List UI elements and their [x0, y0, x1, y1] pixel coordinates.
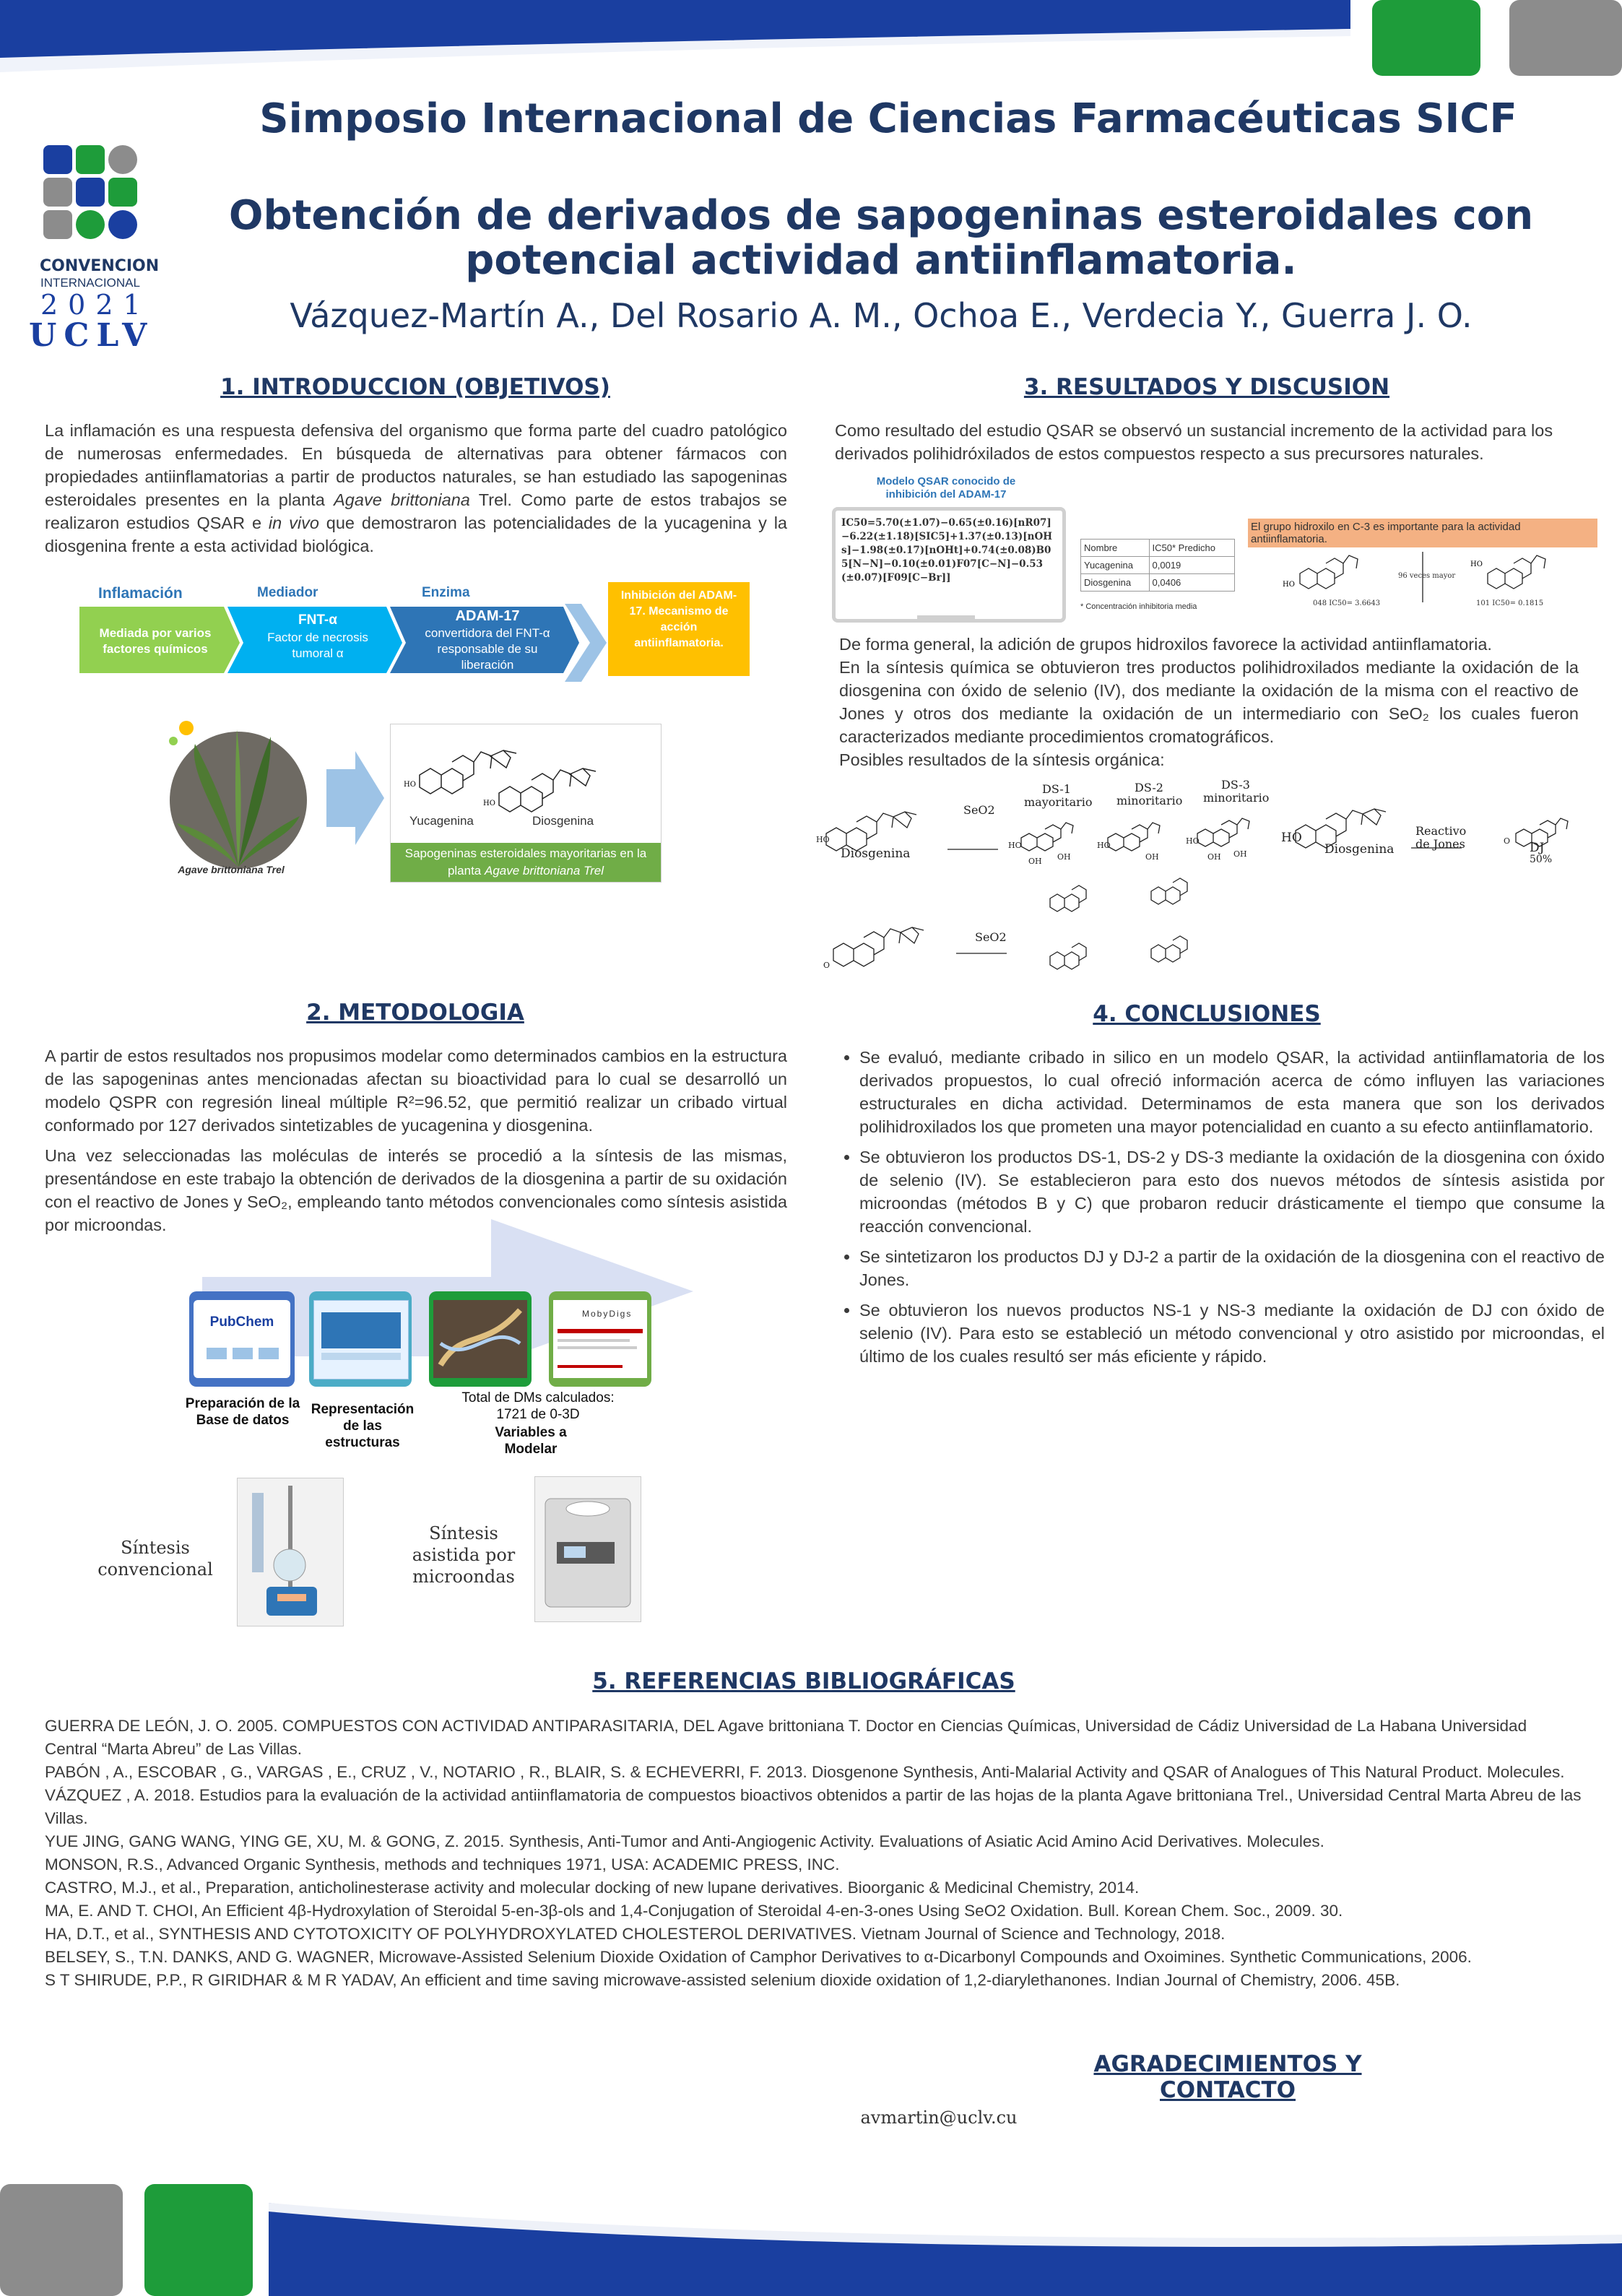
logo-mark: [29, 142, 159, 257]
intro-title: 1. INTRODUCCION (OBJETIVOS): [220, 374, 610, 400]
ho-label: HO: [404, 781, 416, 789]
results-title: 3. RESULTADOS Y DISCUSION: [1023, 374, 1390, 400]
pubchem-logo: PubChem: [209, 1314, 274, 1330]
reference-item: VÁZQUEZ , A. 2018. Estudios para la evaluación de la actividad antiinflamatoria de compuestos bioactivos obtenidos a partir de las hojas de la planta Agave brittoniana Trel., Universidad Central Marta Abreu de las Villas.: [45, 1786, 1582, 1827]
method-paragraph-1: A partir de estos resultados nos propusimos modelar como determinados cambios en la estructura de las sapogeninas antes mencionadas afectan su bioactividad para lo cual se desarrolló un modelo QSPR con regresión lineal múltiple R²=96.52, que permitió realizar un cribado virtual conformado por 127 derivados sintetizables de yucagenina y diosgenina.: [45, 1047, 787, 1135]
chemdraw-thumbnail: [309, 1291, 412, 1387]
scheme-dj-yield: 50%: [1530, 854, 1553, 865]
oh-label: OH: [1207, 852, 1221, 862]
lab-apparatus-icon: [238, 1478, 343, 1626]
structure-label-yucagenina: Yucagenina: [409, 814, 474, 828]
flow-box-factors: Mediada por varios factores químicos: [99, 626, 212, 656]
ic50-value-a: 048 IC50= 3.6643: [1313, 599, 1381, 607]
conclusion-item: • Se obtuvieron los productos DS-1, DS-2 y DS-3 mediante la oxidación de la diosgenina con óxido de selenio (IV). Se establecieron para esto dos nuevos métodos de síntesis asistida por microondas (métodos B y C) que probaron reducir drásticamente el tiempo que consume la reacción convencional.: [859, 1145, 1605, 1238]
conclusion-item: • Se obtuvieron los nuevos productos NS-1 y NS-3 mediante la oxidación de DJ con óxido de selenio (IV). Para esto se estableció un método convencional y otro asistido por microondas, el último de los cuales resultó ser más eficiente y rápido.: [859, 1299, 1605, 1368]
table-row: Yucagenina 0,0019: [1081, 557, 1235, 574]
oh-label: OH: [1145, 852, 1159, 862]
scheme-ds2: DS-2 minoritario: [1116, 781, 1183, 807]
logo-org: UCLV: [29, 317, 155, 354]
plant-to-structure-arrow: [326, 751, 384, 845]
results-paragraph-3: En la síntesis química se obtuvieron tres productos polihidroxilados mediante la oxidación de la diosgenina con óxido de selenio (IV), dos mediante la oxidación de la misma con el reactivo de Jones y otros dos mediante la oxidación de un intermediario con SeO₂ los cuales fueron caracterizados mediante procedimientos cromatográficos.: [839, 658, 1579, 746]
ho-label: HO: [1470, 560, 1483, 568]
structure-caption: Sapogeninas esteroidales mayoritarias en la planta Agave brittoniana Trel: [391, 843, 661, 882]
qsar-monitor: [832, 507, 1066, 623]
scheme-ds3: DS-3 minoritario: [1203, 778, 1270, 805]
flow-header-enzyme: Enzima: [422, 585, 470, 600]
conclusion-item: • Se evaluó, mediante cribado in silico en un modelo QSAR, la actividad antiinflamatoria de los derivados propuestos, lo cual ofreció información acerca de cómo influyen las variaciones estructurales en dicha actividad. Determinamos de esta manera que son los derivados polihidroxilados los que prometen una mayor potencialidad en cuanto a su efecto antiinflamatorio.: [859, 1046, 1605, 1138]
table-row: Diosgenina 0,0406: [1081, 574, 1235, 592]
references-title: 5. REFERENCIAS BIBLIOGRÁFICAS: [592, 1668, 1015, 1694]
agave-plant-image: [144, 715, 318, 888]
scheme-seo2-top: SeO2: [963, 803, 995, 817]
scheme-ho-right: HO: [1281, 831, 1302, 845]
paper-title-line1: Obtención de derivados de sapogeninas esteroidales con: [228, 192, 1534, 239]
ho-label: HO: [816, 835, 830, 844]
conclusions-title: 4. CONCLUSIONES: [1093, 1001, 1321, 1027]
molecule-render-icon: [433, 1300, 527, 1378]
convention-logo: [29, 142, 160, 354]
oh-label: OH: [1057, 852, 1071, 862]
table-header-row: [1081, 540, 1235, 557]
qsar-model-title: Modelo QSAR conocido de inhibición del ADAM-17: [876, 475, 1016, 501]
logo-line1: CONVENCION: [40, 257, 160, 275]
caption-variables: Variables a Modelar: [495, 1425, 567, 1457]
flow-box-inhibition: Inhibición del ADAM-17. Mecanismo de acción antiinflamatoria.: [620, 589, 737, 649]
ic50-value-b: 101 IC50= 0.1815: [1476, 599, 1544, 607]
synthesis-microwave-label: Síntesis asistida por microondas: [412, 1523, 516, 1587]
oh-label: OH: [1233, 849, 1247, 859]
flow-header-inflammation: Inflamación: [98, 585, 183, 602]
fold-increase-label: 96 veces mayor: [1398, 572, 1456, 580]
table-header: Nombre: [1081, 540, 1150, 557]
flow-box-adam-title: ADAM-17: [455, 608, 520, 624]
event-title: Simposio Internacional de Ciencias Farmacéuticas SICF: [259, 95, 1517, 142]
flow-box-adam-text: convertidora del FNT-α responsable de su liberación: [425, 626, 550, 672]
reference-item: CASTRO, M.J., et al., Preparation, anticholinesterase activity and molecular docking of new lupane derivatives. Bioorganic & Medicinal Chemistry, 2014.: [45, 1879, 1140, 1897]
sapogenin-structures-panel: [390, 724, 662, 883]
intro-paragraph: La inflamación es una respuesta defensiva del organismo que forma parte del cuadro patológico de numerosas enfermedades. En búsqueda de alternativas para obtener fármacos con propiedades antiinflamatorias a partir de productos naturales, se han estudiado las sapogeninas esteroidales presentes en la planta Agave brittoniana Trel. Como parte de estos trabajos se realizaron estudios QSAR e in vivo que demostraron las potencialidades de la yucagenina y la diosgenina frente a esta actividad biológica.: [45, 421, 787, 555]
scheme-diosgenina-right: Diosgenina: [1324, 842, 1395, 857]
reference-item: MA, E. AND T. CHOI, An Efficient 4β-Hydroxylation of Steroidal 5-en-3β-ols and 1,4-Conjugation of Steroidal 4-en-3-ones Using SeO2 Oxidation. Bull. Korean Chem. Soc., 2009. 30.: [45, 1902, 1343, 1920]
descriptor-thumbnail: [429, 1291, 532, 1387]
method-paragraph-2: Una vez seleccionadas las moléculas de interés se procedió a la síntesis de las mismas, presentándose en este trabajo la obtención de derivados de la diosgenina a partir de su oxidación con el reactivo de Jones y SeO₂, empleando tanto métodos convencionales como síntesis asistida por microondas.: [45, 1146, 787, 1234]
conclusion-item: • Se sintetizaron los productos DJ y DJ-2 a partir de la oxidación de la diosgenina con el reactivo de Jones.: [859, 1245, 1605, 1291]
results-paragraph-4: Posibles resultados de la síntesis orgánica:: [839, 750, 1165, 769]
oh-label: OH: [1028, 857, 1042, 866]
scheme-ds1: DS-1 mayoritario: [1024, 782, 1093, 809]
o-label: O: [1504, 836, 1511, 846]
qsar-equation: IC50=5.70(±1.07)−0.65(±0.16)[nR07]−6.22(±1.18)[SIC5]+1.37(±0.13)[nOHs]−1.98(±0.17)[nOHt]+0.74(±0.08)B05[N−N]−0.10(±0.01)F07[C−N]−0.53(±0.07)[F09[C−Br]]: [841, 517, 1053, 584]
results-paragraph-1: Como resultado del estudio QSAR se observó un sustancial incremento de la actividad para los derivados polihidróxilados de estos compuestos respecto a sus precursores naturales.: [835, 421, 1553, 463]
table-note: * Concentración inhibitoria media: [1080, 602, 1197, 611]
ho-label: HO: [1008, 841, 1022, 850]
qsar-model-panel: [830, 472, 1062, 625]
microwave-reactor-photo: [534, 1476, 641, 1622]
mobydigs-thumbnail: [549, 1291, 651, 1387]
caption-descriptors: Total de DMs calculados: 1721 de 0-3D: [461, 1390, 615, 1422]
contact-email[interactable]: avmartin@uclv.cu: [860, 2107, 1018, 2128]
structure-label-diosgenina: Diosgenina: [532, 814, 594, 828]
scheme-seo2-bottom: SeO2: [975, 930, 1007, 944]
plant-icon: [144, 715, 318, 874]
o-label: O: [823, 961, 830, 970]
reference-item: YUE JING, GANG WANG, YING GE, XU, M. & GONG, Z. 2015. Synthesis, Anti-Tumor and Anti-Angiogenic Activity. Evaluations of Asiatic Acid Amino Acid Derivatives. Molecules.: [45, 1832, 1324, 1850]
reference-item: HA, D.T., et al., SYNTHESIS AND CYTOTOXICITY OF POLYHYDROXYLATED CHOLESTEROL DERIVATIVES. Vietnam Journal of Science and Technology, 2018.: [45, 1925, 1226, 1943]
ho-label: HO: [1283, 581, 1295, 589]
top-banner: [0, 0, 1622, 87]
logo-line2: INTERNACIONAL: [40, 276, 140, 290]
ho-label: HO: [483, 800, 495, 807]
synthesis-conventional-label: Síntesis convencional: [97, 1538, 213, 1580]
contact-title: AGRADECIMIENTOS Y CONTACTO: [1093, 2051, 1362, 2103]
microwave-icon: [535, 1477, 641, 1621]
scheme-jones: Reactivo de Jones: [1415, 824, 1467, 851]
flow-header-mediator: Mediador: [257, 585, 318, 600]
scheme-diosgenina-left: Diosgenina: [841, 846, 911, 861]
caption-database: Preparación de la Base de datos: [185, 1396, 300, 1428]
caption-structures: Representación de las estructuras: [311, 1402, 415, 1450]
logo-year: 2021: [40, 289, 151, 321]
flow-box-fnt-title: FNT-α: [298, 612, 337, 628]
mobydigs-logo: MobyDigs: [582, 1309, 633, 1319]
flow-box-fnt-text: Factor de necrosis tumoral α: [267, 631, 368, 660]
bottom-banner: [0, 2174, 1622, 2296]
scheme-dj: DJ: [1530, 841, 1545, 855]
pubchem-thumbnail: [189, 1291, 295, 1387]
plant-caption: Agave brittoniana Trel: [178, 864, 285, 875]
ic50-table: [1080, 539, 1235, 592]
inflammation-flow-diagram: [79, 582, 758, 683]
method-title: 2. METODOLOGIA: [306, 1000, 524, 1026]
conclusions-list: [832, 1046, 1605, 1375]
reference-item: GUERRA DE LEÓN, J. O. 2005. COMPUESTOS CON ACTIVIDAD ANTIPARASITARIA, DEL Agave brittoniana T. Doctor en Ciencias Químicas, Universidad de Cádiz Universidad de La Habana Universidad Central “Marta Abreu” de Las Villas.: [45, 1717, 1527, 1758]
references-list: [45, 1715, 1583, 1992]
conventional-setup-photo: [237, 1478, 344, 1626]
authors: Vázquez-Martín A., Del Rosario A. M., Ochoa E., Verdecia Y., Guerra J. O.: [290, 296, 1473, 335]
hydroxyl-highlight: El grupo hidroxilo en C-3 es importante para la actividad antiinflamatoria.: [1248, 519, 1597, 547]
reference-item: BELSEY, S., T.N. DANKS, AND G. WAGNER, Microwave-Assisted Selenium Dioxide Oxidation of Camphor Derivatives to α-Dicarbonyl Compounds and Oxoimines. Synthetic Communications, 2006.: [45, 1948, 1472, 1966]
ho-label: HO: [1097, 841, 1111, 850]
reference-item: MONSON, R.S., Advanced Organic Synthesis, methods and techniques 1971, USA: ACADEMIC PRESS, INC.: [45, 1855, 840, 1873]
table-header: IC50* Predicho: [1149, 540, 1234, 557]
paper-title-line2: potencial actividad antiinflamatoria.: [465, 237, 1297, 284]
reference-item: PABÓN , A., ESCOBAR , G., VARGAS , E., CRUZ , V., NOTARIO , R., BLAIR, S. & ECHEVERRI, F. 2013. Diosgenone Synthesis, Anti-Malarial Activity and QSAR of Analogues of This Natural Product. Molecules.: [45, 1763, 1565, 1781]
reference-item: S T SHIRUDE, P.P., R GIRIDHAR & M R YADAV, An efficient and time saving microwave-assisted selenium dioxide oxidation of 1,2-diarylethanones. Indian Journal of Chemistry, 2006. 45B.: [45, 1971, 1400, 1989]
ho-label: HO: [1186, 836, 1200, 846]
results-paragraph-2: De forma general, la adición de grupos hidroxilos favorece la actividad antiinflamatoria.: [839, 635, 1492, 654]
